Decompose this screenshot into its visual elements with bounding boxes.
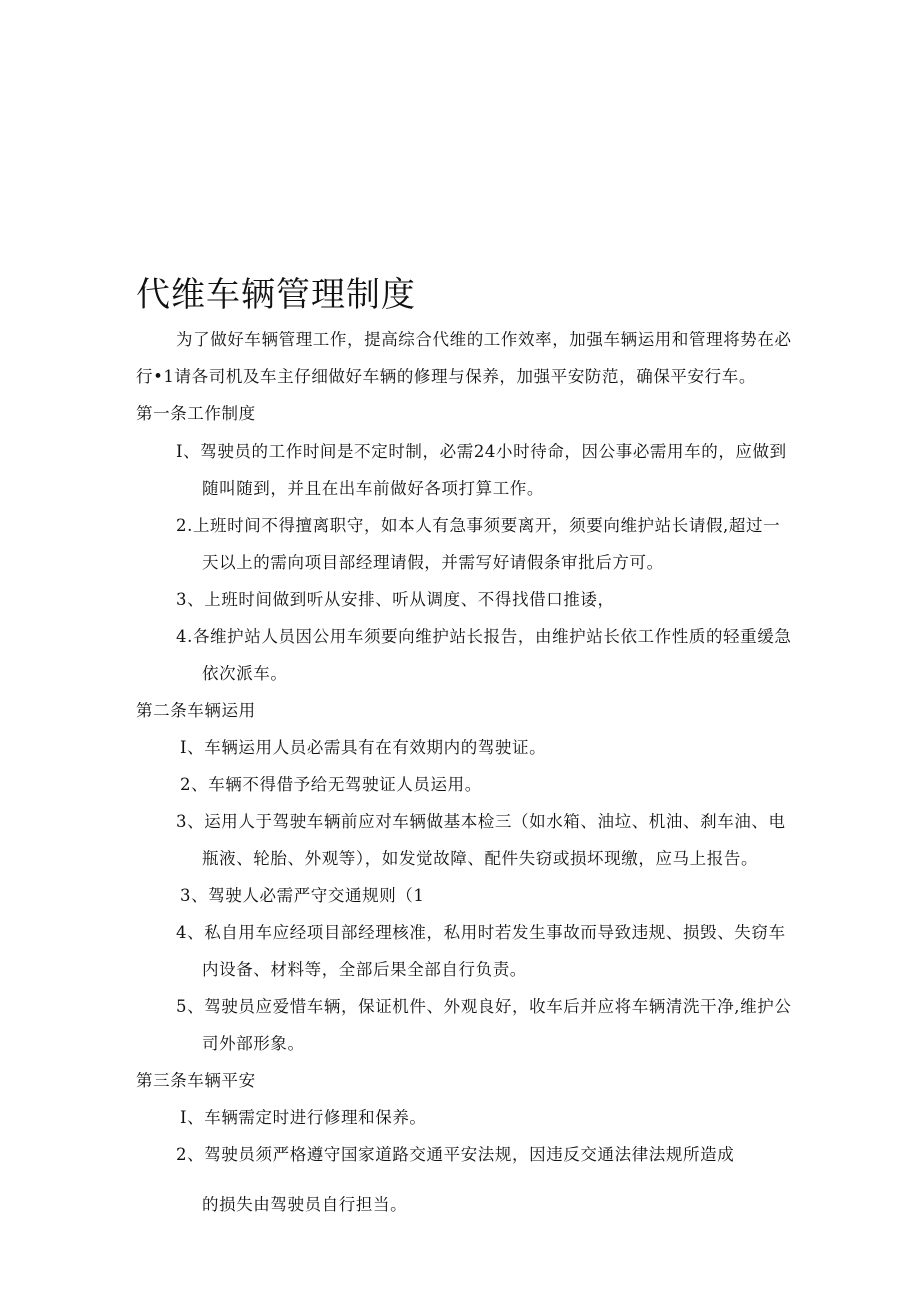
section1-item-2-line-2: 天以上的需向项目部经理请假，并需写好请假条审批后方可。: [202, 553, 664, 572]
section1-item-4-line-1: 4.各维护站人员因公用车须要向维护站长报告，由维护站长依工作性质的轻重缓急: [176, 627, 792, 646]
section2-item-4: 3、驾驶人必需严守交通规则（1: [180, 886, 425, 905]
document-title: 代维车辆管理制度: [136, 275, 416, 315]
section1-item-1-line-1: I、驾驶员的工作时间是不定时制，必需24小时待命，因公事必需用车的，应做到: [176, 442, 787, 461]
section-heading-1: 第一条工作制度: [136, 404, 256, 423]
section-heading-3: 第三条车辆平安: [136, 1071, 256, 1090]
section1-item-1-line-2: 随叫随到，并且在出车前做好各项打算工作。: [202, 479, 544, 498]
section2-item-3-line-1: 3、运用人于驾驶车辆前应对车辆做基本检三（如水箱、油垃、机油、刹车油、电: [176, 812, 786, 831]
intro-line-2: 行•1请各司机及车主仔细做好车辆的修理与保养，加强平安防范，确保平安行车。: [136, 367, 756, 386]
section-heading-2: 第二条车辆运用: [136, 701, 256, 720]
section1-item-2-line-1: 2.上班时间不得擅离职守，如本人有急事须要离开，须要向维护站长请假,超过一: [176, 516, 781, 535]
section1-item-4-line-2: 依次派车。: [202, 664, 288, 683]
section3-item-2-line-1: 2、驾驶员须严格遵守国家道路交通平安法规，因违反交通法律法规所造成: [176, 1145, 735, 1164]
section3-item-2-line-2: 的损失由驾驶员自行担当。: [202, 1195, 408, 1214]
section2-item-3-line-2: 瓶液、轮胎、外观等），如发觉故障、配件失窃或损坏现缴，应马上报告。: [202, 849, 759, 868]
section2-item-1: I、车辆运用人员必需具有在有效期内的驾驶证。: [180, 738, 547, 757]
section2-item-5-line-2: 内设备、材料等，全部后果全部自行负责。: [202, 960, 527, 979]
section2-item-5-line-1: 4、私自用车应经项目部经理核准，私用时若发生事故而导致违规、损毁、失窃车: [176, 923, 786, 942]
section1-item-3: 3、上班时间做到听从安排、听从调度、不得找借口推诿，: [176, 590, 615, 609]
intro-line-1: 为了做好车辆管理工作，提高综合代维的工作效率，加强车辆运用和管理将势在必: [176, 330, 792, 349]
section3-item-1: I、车辆需定时进行修理和保养。: [180, 1108, 427, 1127]
section2-item-6-line-2: 司外部形象。: [202, 1034, 305, 1053]
section2-item-6-line-1: 5、驾驶员应爱惜车辆，保证机件、外观良好，收车后并应将车辆清洗干净,维护公: [176, 997, 792, 1016]
section2-item-2: 2、车辆不得借予给无驾驶证人员运用。: [180, 775, 482, 794]
